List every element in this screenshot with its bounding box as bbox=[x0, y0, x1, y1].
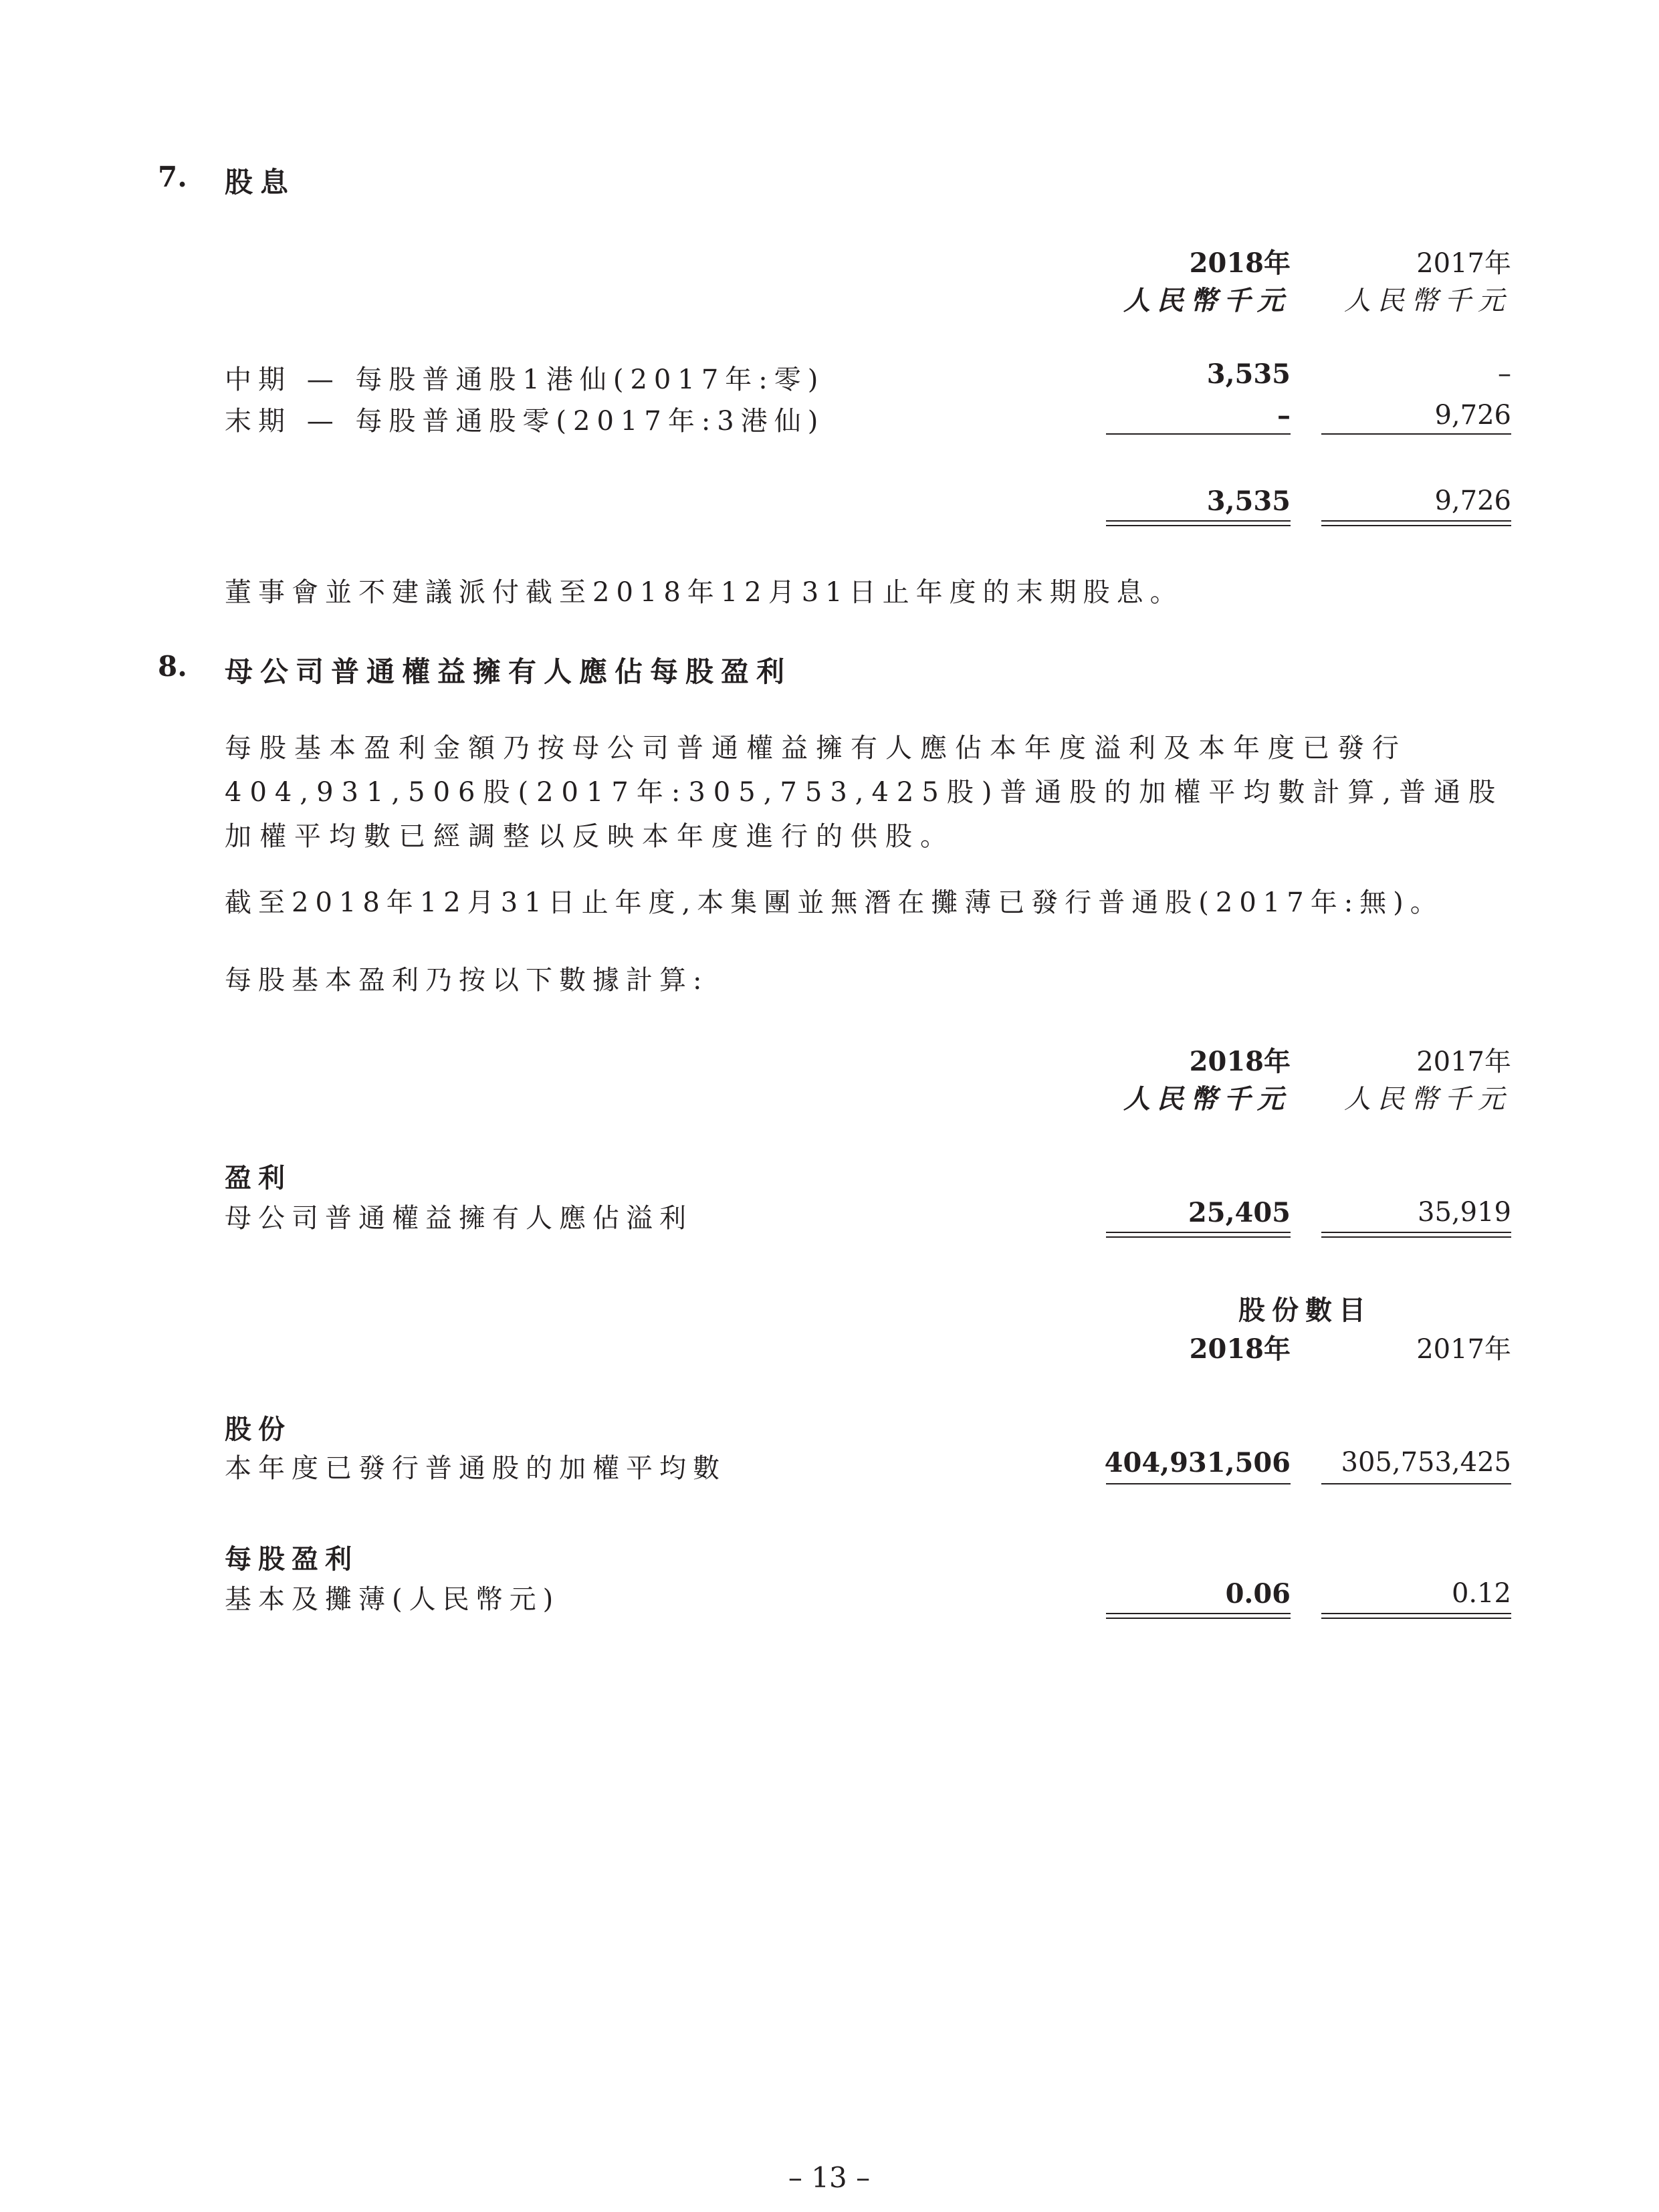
section-8-number: 8. bbox=[158, 650, 187, 683]
shares-current: 404,931,506 bbox=[1104, 1447, 1291, 1478]
earnings-heading: 盈利 bbox=[225, 1162, 292, 1194]
dividend-note: 董事會並不建議派付截至2018年12月31日止年度的末期股息。 bbox=[225, 577, 1184, 608]
eps-double-rule-current bbox=[1106, 1613, 1291, 1619]
dividend-header-year-current: 2018年 bbox=[1189, 247, 1291, 279]
shares-prior: 305,753,425 bbox=[1341, 1447, 1511, 1478]
earnings-double-rule-prior bbox=[1321, 1232, 1511, 1238]
eps-header-year-current: 2018年 bbox=[1189, 1046, 1291, 1077]
eps-header-unit-prior: 人民幣千元 bbox=[1344, 1084, 1511, 1115]
dividend-total-prior: 9,726 bbox=[1434, 485, 1511, 516]
eps-paragraph-basis: 每股基本盈利金額乃按母公司普通權益擁有人應佔本年度溢利及本年度已發行404,931,506股(2017年:305,753,425股)普通股的加權平均數計算,普通股加權平均數已經調整以反映本年度進行的供股。 bbox=[225, 733, 1504, 852]
eps-header-unit-current: 人民幣千元 bbox=[1123, 1083, 1291, 1115]
eps-paragraph-data-intro: 每股基本盈利乃按以下數據計算: bbox=[225, 965, 709, 996]
eps-double-rule-prior bbox=[1321, 1613, 1511, 1619]
shares-label: 本年度已發行普通股的加權平均數 bbox=[225, 1453, 726, 1484]
section-8-title: 母公司普通權益擁有人應佔每股盈利 bbox=[225, 655, 792, 688]
eps-heading: 每股盈利 bbox=[225, 1543, 358, 1575]
dividend-total-double-rule-current bbox=[1106, 520, 1291, 526]
eps-paragraph-dilution: 截至2018年12月31日止年度,本集團並無潛在攤薄已發行普通股(2017年:無)。 bbox=[225, 887, 1444, 918]
dividend-row-interim-current: 3,535 bbox=[1206, 358, 1291, 390]
eps-label: 基本及攤薄(人民幣元) bbox=[225, 1584, 560, 1615]
dividend-header-unit-current: 人民幣千元 bbox=[1123, 285, 1291, 316]
shares-header-title: 股份數目 bbox=[1238, 1295, 1372, 1326]
dividend-header-unit-prior: 人民幣千元 bbox=[1344, 286, 1511, 316]
shares-header-year-prior: 2017年 bbox=[1416, 1334, 1511, 1365]
shares-rule-prior bbox=[1321, 1483, 1511, 1484]
page-number: – 13 – bbox=[788, 2161, 871, 2194]
section-7-number: 7. bbox=[158, 160, 187, 193]
shares-header-year-current: 2018年 bbox=[1189, 1333, 1291, 1365]
earnings-double-rule-current bbox=[1106, 1232, 1291, 1238]
dividend-row-final-prior: 9,726 bbox=[1434, 400, 1511, 431]
dividend-row-interim-label: 中期 — 每股普通股1港仙(2017年:零) bbox=[225, 364, 825, 395]
dividend-header-year-prior: 2017年 bbox=[1416, 248, 1511, 279]
dividend-subtotal-rule-current bbox=[1106, 433, 1291, 435]
shares-rule-current bbox=[1106, 1483, 1291, 1484]
dividend-row-interim-prior: – bbox=[1498, 358, 1511, 389]
eps-header-year-prior: 2017年 bbox=[1416, 1046, 1511, 1077]
earnings-prior: 35,919 bbox=[1418, 1197, 1511, 1228]
earnings-current: 25,405 bbox=[1188, 1197, 1291, 1228]
shares-heading: 股份 bbox=[225, 1414, 292, 1445]
earnings-label: 母公司普通權益擁有人應佔溢利 bbox=[225, 1203, 693, 1234]
dividend-row-final-current: – bbox=[1277, 400, 1291, 431]
dividend-row-final-label: 末期 — 每股普通股零(2017年:3港仙) bbox=[225, 406, 825, 437]
dividend-subtotal-rule-prior bbox=[1321, 433, 1511, 435]
dividend-total-double-rule-prior bbox=[1321, 520, 1511, 526]
eps-prior: 0.12 bbox=[1451, 1578, 1511, 1609]
dividend-total-current: 3,535 bbox=[1206, 485, 1291, 517]
eps-current: 0.06 bbox=[1225, 1578, 1291, 1610]
section-7-title: 股息 bbox=[225, 166, 296, 199]
